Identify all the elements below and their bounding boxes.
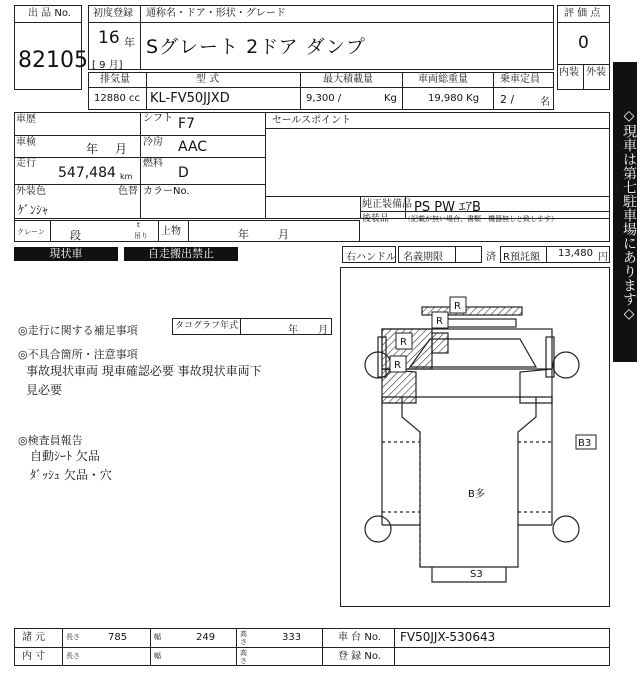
recycle-fee-unit: 円 <box>598 252 608 263</box>
exterior-label: 外装 <box>586 67 606 78</box>
reg-year: 16 <box>98 28 120 48</box>
inspector-line-2: ﾀﾞｯｼｭ 欠品・穴 <box>30 468 112 482</box>
recycle-label: 済 <box>486 252 496 263</box>
truck-diagram <box>340 267 610 607</box>
aftermarket-note: （記載が無い場合、書類・機器無しと致します） <box>404 215 558 223</box>
model-value: KL-FV50JJXD <box>150 91 230 106</box>
dims-label: 諸 元 <box>22 632 46 643</box>
displacement-value: 12880 cc <box>94 93 140 104</box>
shift-value: F7 <box>178 116 195 132</box>
capacity-label: 乗車定員 <box>500 74 540 85</box>
defects-line-1: 事故現状車両 現車確認必要 事故現状車両下 <box>26 364 262 378</box>
defects-line-2: 見必要 <box>26 383 63 397</box>
mark-r-1: R <box>454 301 461 312</box>
tacho-month: 月 <box>318 325 328 336</box>
name-change-label: 名義期限 <box>403 252 443 263</box>
mileage-label: 走行 <box>16 158 36 169</box>
color-change-label: 色替 <box>118 186 138 197</box>
handle-value: 右ハンドル <box>346 252 396 263</box>
reg-month: [ 9 月] <box>92 60 123 71</box>
length-value: 785 <box>108 632 128 643</box>
max-load-label: 最大積載量 <box>323 74 373 85</box>
mark-r-3: R <box>400 337 407 348</box>
max-load-value: 9,300 / <box>306 93 342 104</box>
fuel-value: D <box>178 165 189 181</box>
supplement-title: ◎走行に関する補足事項 <box>18 324 138 337</box>
recycle-fee-label: R預託額 <box>503 252 540 263</box>
current-car-badge: 現状車 <box>14 247 118 261</box>
color-no-label: カラーNo. <box>143 186 190 197</box>
crane-label: クレーン <box>17 228 45 236</box>
aftermarket-label: 後装品 <box>362 214 390 224</box>
mark-b3: B3 <box>578 438 592 449</box>
inspector-line-1: 自動ｼｰﾄ 欠品 <box>30 449 100 463</box>
reg-no-label: 登 録 No. <box>338 651 381 662</box>
capacity-value: 2 / <box>500 93 515 106</box>
inner-dims-label: 内 寸 <box>22 651 46 662</box>
crane-row <box>14 220 360 242</box>
width-label: 幅 <box>154 633 161 641</box>
equipment-label: 純正装備品 <box>362 199 412 210</box>
mileage-unit: km <box>120 172 133 181</box>
no-self-drive-badge: 自走搬出禁止 <box>124 247 238 261</box>
crane-dan: 段 <box>70 229 81 242</box>
gross-value: 19,980 Kg <box>428 93 480 104</box>
interior-label: 内装 <box>559 67 579 78</box>
width-value: 249 <box>196 632 216 643</box>
height-value: 333 <box>282 632 302 643</box>
recycle-fee-value: 13,480 <box>558 248 593 259</box>
mark-b-many: B多 <box>468 489 485 500</box>
ext-color-value: ｹﾞﾝｼｬ <box>18 203 49 217</box>
reg-year-unit: 年 <box>124 36 135 49</box>
lot-number: 82105 <box>18 48 88 73</box>
mark-r-2: R <box>436 316 443 327</box>
sales-point-label: セールスポイント <box>272 115 352 126</box>
capacity-unit: 名 <box>540 97 550 108</box>
score-label: 評 価 点 <box>564 8 601 19</box>
inspection-year: 年 <box>86 142 99 156</box>
length-label: 長さ <box>66 633 80 641</box>
ac-value: AAC <box>178 139 208 155</box>
car-name-label: 通称名・ドア・形状・グレード <box>146 8 286 19</box>
inner-height-label: 高さ <box>240 649 247 665</box>
mark-r-4: R <box>394 360 401 371</box>
gross-label: 車両総重量 <box>418 74 468 85</box>
model-label: 型 式 <box>196 74 220 85</box>
equipment-value: PS PW ｴｱB <box>414 200 481 215</box>
max-load-unit: Kg <box>384 93 397 104</box>
shift-label: シフト <box>143 113 173 124</box>
inspector-title: ◎検査員報告 <box>18 434 83 447</box>
defects-title: ◎不具合箇所・注意事項 <box>18 348 138 361</box>
ac-label: 冷房 <box>143 137 163 148</box>
inspection-month: 月 <box>115 142 128 156</box>
chassis-label: 車 台 No. <box>338 632 381 643</box>
score-value: 0 <box>578 33 589 53</box>
body-year: 年 <box>238 228 249 241</box>
history-label: 車歴 <box>16 114 36 125</box>
chassis-value: FV50JJX-530643 <box>400 630 496 644</box>
crane-tsuri: 吊り <box>134 232 148 240</box>
fuel-label: 燃料 <box>143 158 163 169</box>
tacho-year: 年 <box>288 325 298 336</box>
inner-length-label: 長さ <box>66 652 80 660</box>
ext-color-label: 外装色 <box>16 186 46 197</box>
mileage-value: 547,484 <box>58 165 116 181</box>
crane-t: t <box>137 221 140 229</box>
height-label: 高さ <box>240 630 247 646</box>
body-month: 月 <box>278 228 289 241</box>
body-label: 上物 <box>161 226 181 237</box>
inspection-label: 車検 <box>16 137 36 148</box>
first-reg-label: 初度登録 <box>93 8 133 19</box>
mark-s3: S3 <box>470 569 483 580</box>
parking-note-sidebar: ◇現車は第七駐車場にあります◇ <box>613 62 637 362</box>
displacement-label: 排気量 <box>100 74 130 85</box>
lot-label: 出 品 No. <box>28 8 71 19</box>
car-name: Sグレート 2ドア ダンプ <box>146 36 366 58</box>
tacho-label: タコグラフ年式 <box>175 321 239 331</box>
inner-width-label: 幅 <box>154 652 161 660</box>
